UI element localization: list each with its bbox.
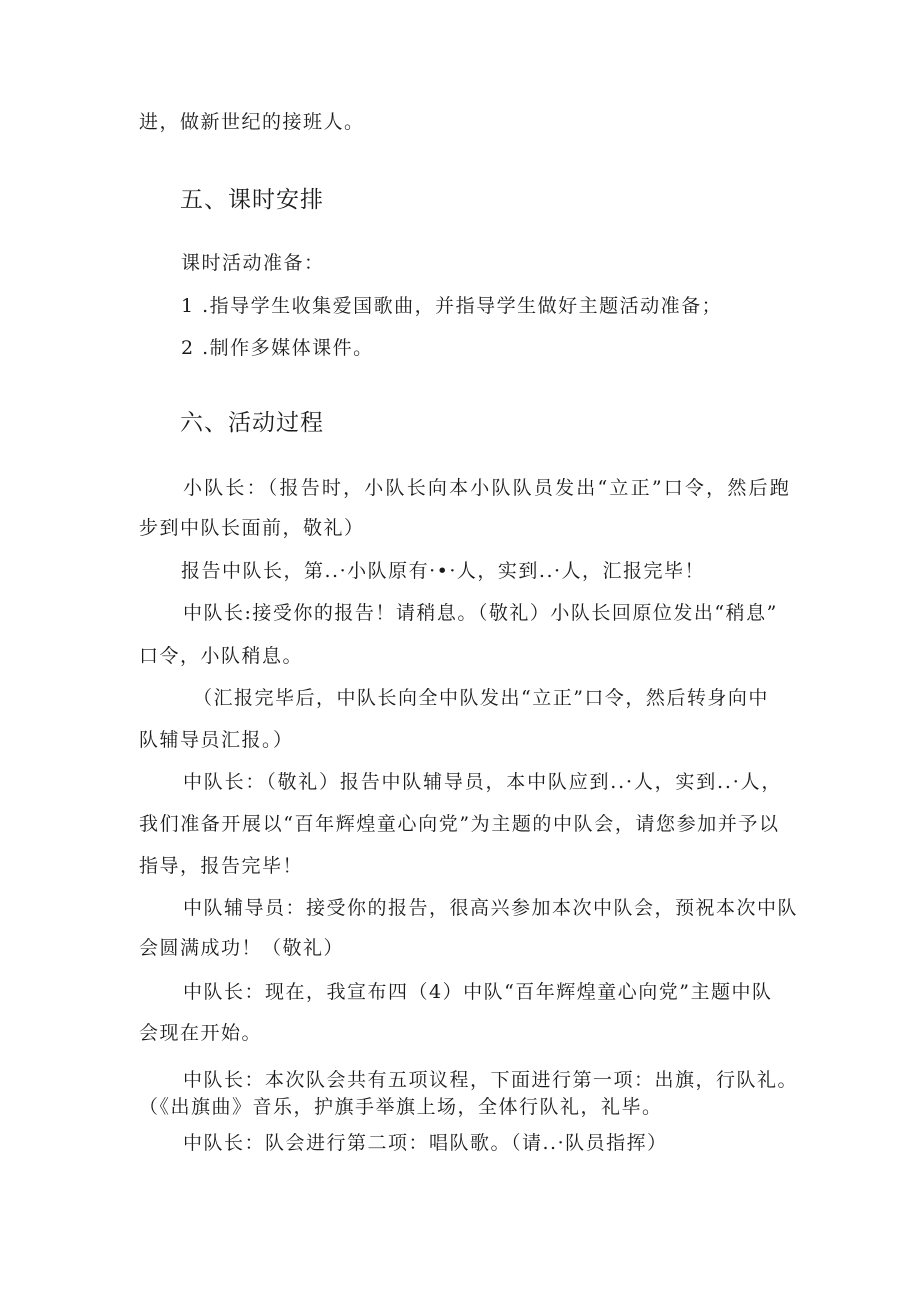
process-line: （《出旗曲》音乐，护旗手举旗上场，全体行队礼，礼毕。: [139, 1096, 663, 1118]
process-line: 中队长：现在，我宣布四（4）中队“百年辉煌童心向党”主题中队: [183, 981, 773, 1003]
process-line: 会圆满成功！（敬礼）: [139, 937, 345, 959]
process-line: （汇报完毕后，中队长向全中队发出“立正”口令，然后转身向中: [193, 687, 769, 709]
process-line: 中队长：队会进行第二项：唱队歌。（请..·队员指挥）: [183, 1132, 668, 1154]
process-line: 步到中队长面前，敬礼）: [139, 517, 365, 539]
process-line: 中队长:接受你的报告！请稍息。（敬礼）小队长回原位发出“稍息”: [183, 602, 778, 624]
process-line: 中队长：（敬礼）报告中队辅导员，本中队应到..·人，实到..·人，: [183, 771, 783, 793]
process-line: 会现在开始。: [139, 1022, 263, 1044]
prep-item-1: 1 .指导学生收集爱国歌曲，并指导学生做好主题活动准备；: [181, 295, 723, 317]
process-line: 中队长：本次队会共有五项议程，下面进行第一项：出旗，行队礼。: [183, 1069, 799, 1091]
section-heading-process: 六、活动过程: [180, 410, 324, 436]
intro-tail-paragraph: 进，做新世纪的接班人。: [139, 111, 365, 133]
prep-label: 课时活动准备：: [181, 252, 325, 274]
process-line: 小队长：（报告时，小队长向本小队队员发出“立正”口令，然后跑: [183, 477, 791, 499]
prep-item-2: 2 .制作多媒体课件。: [181, 337, 374, 359]
process-line: 报告中队长，第..·小队原有·•·人，实到..·人，汇报完毕！: [181, 560, 706, 582]
process-line: 中队辅导员：接受你的报告，很高兴参加本次中队会，预祝本次中队: [183, 897, 799, 919]
process-line: 口令，小队稍息。: [139, 645, 304, 667]
section-heading-schedule: 五、课时安排: [180, 187, 324, 213]
process-line: 指导，报告完毕！: [139, 855, 304, 877]
process-line: 队辅导员汇报。）: [139, 729, 294, 751]
process-line: 我们准备开展以“百年辉煌童心向党”为主题的中队会，请您参加并予以: [139, 813, 780, 835]
